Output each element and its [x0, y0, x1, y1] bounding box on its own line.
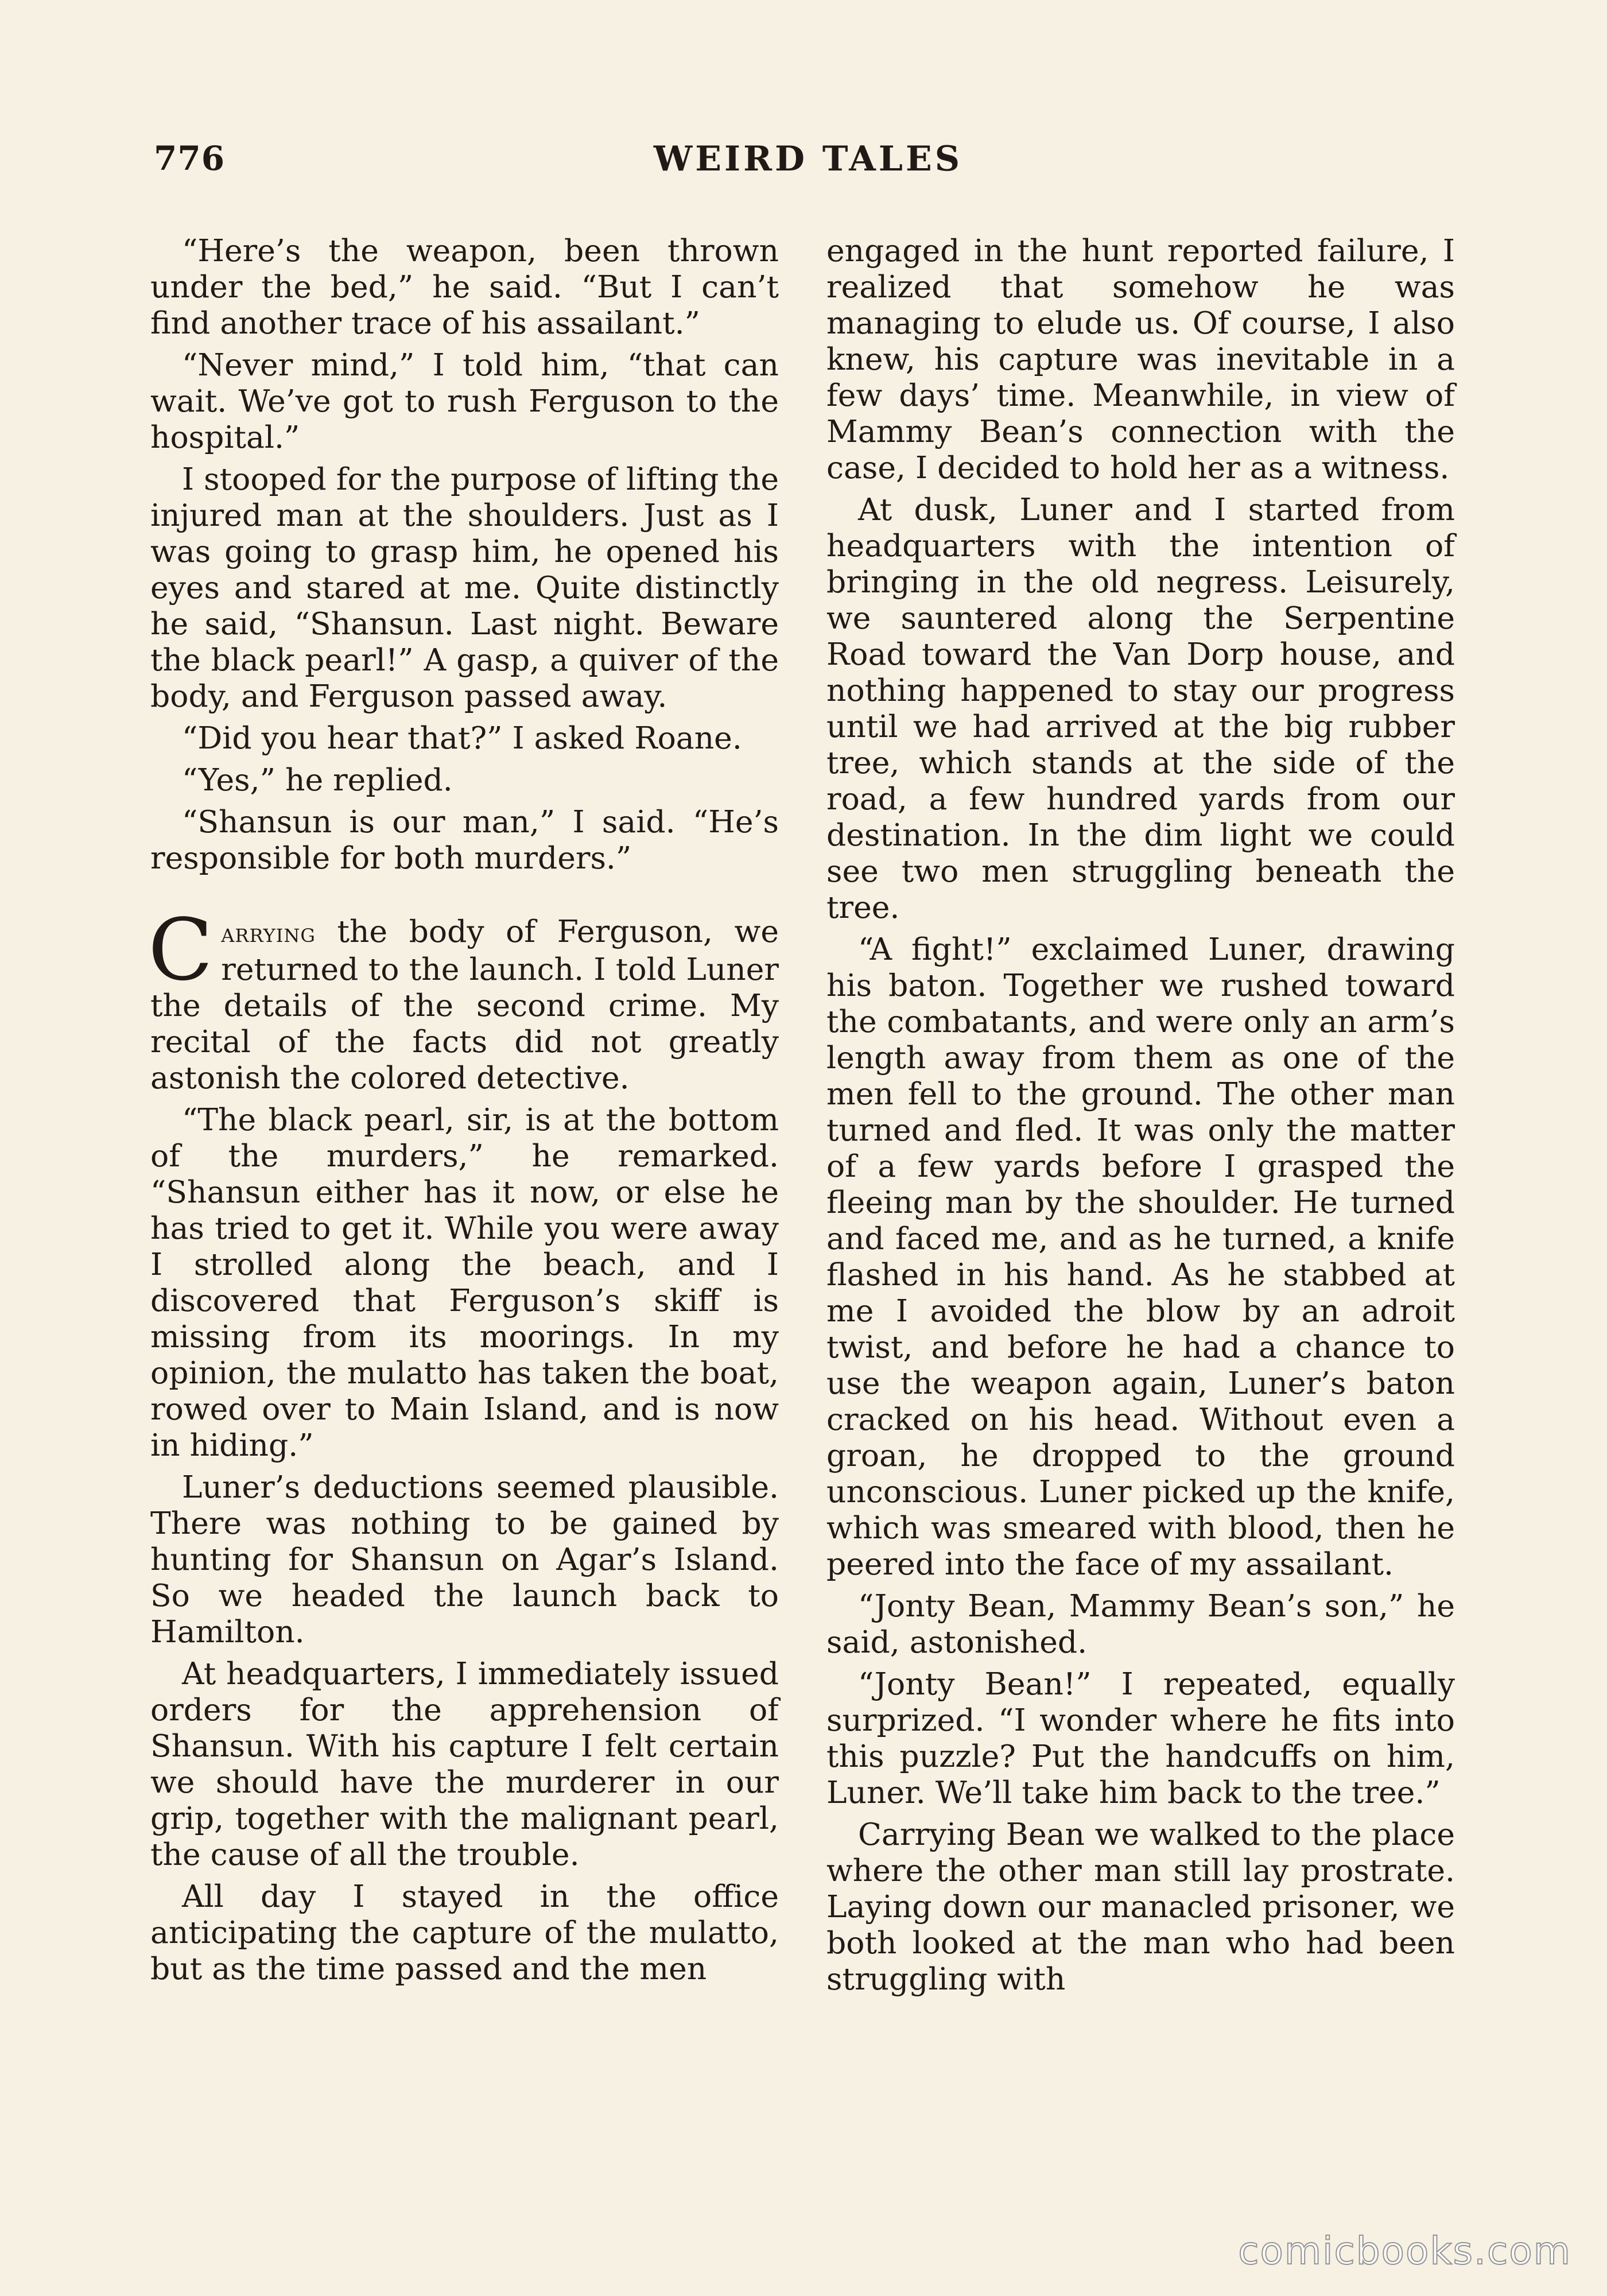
section-opening-paragraph [148, 901, 779, 1096]
paragraph: At headquarters, I immediately issued orders for the apprehension of Shansun. With his capture I felt certain we should have the murderer in our grip, together with the malignant pearl, the cause of all the trouble. [150, 1655, 779, 1872]
paragraph: “Never mind,” I told him, “that can wait. We’ve got to rush Ferguson to the hospital.” [150, 347, 779, 455]
drop-cap: C [148, 901, 214, 999]
paragraph: I stooped for the purpose of lifting the injured man at the shoulders. Just as I was going to grasp him, he opened his eyes and stared at me. Quite distinctly he said, “Shansun. Last night. Beware the black pearl!” A gasp, a quiver of the body, and Ferguson passed away. [150, 461, 779, 714]
paragraph: “Jonty Bean, Mammy Bean’s son,” he said, astonished. [826, 1588, 1455, 1660]
paragraph: Carrying Bean we walked to the place where the other man still lay prostrate. Laying down our manacled prisoner, we both looked at the man who had been struggling with [826, 1816, 1455, 1997]
paragraph: “Jonty Bean!” I repeated, equally surprized. “I wonder where he fits into this puzzle? Put the handcuffs on him, Luner. We’ll take him back to the tree.” [826, 1666, 1455, 1810]
paragraph: “Did you hear that?” I asked Roane. [182, 720, 742, 756]
right-column [826, 232, 1455, 2003]
paragraph-text: the body of Ferguson, we returned to the launch. I told Luner the details of the second crime. My recital of the facts did not greatly astonish the colored detective. [150, 913, 779, 1096]
running-head: WEIRD TALES [653, 139, 963, 179]
paragraph: “Yes,” he replied. [182, 762, 453, 798]
watermark: comicbooks.com [1238, 2229, 1571, 2273]
page-header [154, 139, 1462, 191]
paragraph: “A fight!” exclaimed Luner, drawing his baton. Together we rushed toward the combatants, and were only an arm’s length away from them as one of the men fell to the ground. The other man turned and fled. It was only the matter of a few yards before I grasped the fleeing man by the shoulder. He turned and faced me, and as he turned, a knife flashed in his hand. As he stabbed at me I avoided the blow by an adroit twist, and before he had a chance to use the weapon again, Luner’s baton cracked on his head. Without even a groan, he dropped to the ground unconscious. Luner picked up the knife, which was smeared with blood, then he peered into the face of my assailant. [826, 931, 1455, 1582]
paragraph: “Shansun is our man,” I said. “He’s responsible for both murders.” [150, 804, 779, 876]
paragraph: “The black pearl, sir, is at the bottom of the murders,” he remarked. “Shansun either has it now, or else he has tried to get it. While you were away I strolled along the beach, and I discovered that Ferguson’s skiff is missing from its moorings. In my opinion, the mulatto has taken the boat, rowed over to Main Island, and is now in hiding.” [150, 1102, 779, 1463]
section-break [150, 882, 779, 913]
paragraph-continued: engaged in the hunt reported failure, I realized that somehow he was managing to elude us. Of course, I also knew, his capture was inevitable in a few days’ time. Meanwhile, in view of Mammy Bean’s connection with the case, I decided to hold her as a witness. [826, 232, 1455, 486]
paragraph: All day I stayed in the office anticipating the capture of the mulatto, but as the time passed and the men [150, 1878, 779, 1987]
paragraph: At dusk, Luner and I started from headquarters with the intention of bringing in the old negress. Leisurely, we sauntered along the Serpentine Road toward the Van Dorp house, and nothing happened to stay our progress until we had arrived at the big rubber tree, which stands at the side of the road, a few hundred yards from our destination. In the dim light we could see two men struggling beneath the tree. [826, 491, 1455, 925]
paragraph: “Here’s the weapon, been thrown under the bed,” he said. “But I can’t find another trace of his assailant.” [150, 232, 779, 341]
small-caps-lead: arrying [221, 917, 316, 948]
paragraph: Luner’s deductions seemed plausible. There was nothing to be gained by hunting for Shansun on Agar’s Island. So we headed the launch back to Hamilton. [150, 1469, 779, 1650]
page-number: 776 [154, 139, 226, 178]
left-column [150, 232, 779, 1992]
